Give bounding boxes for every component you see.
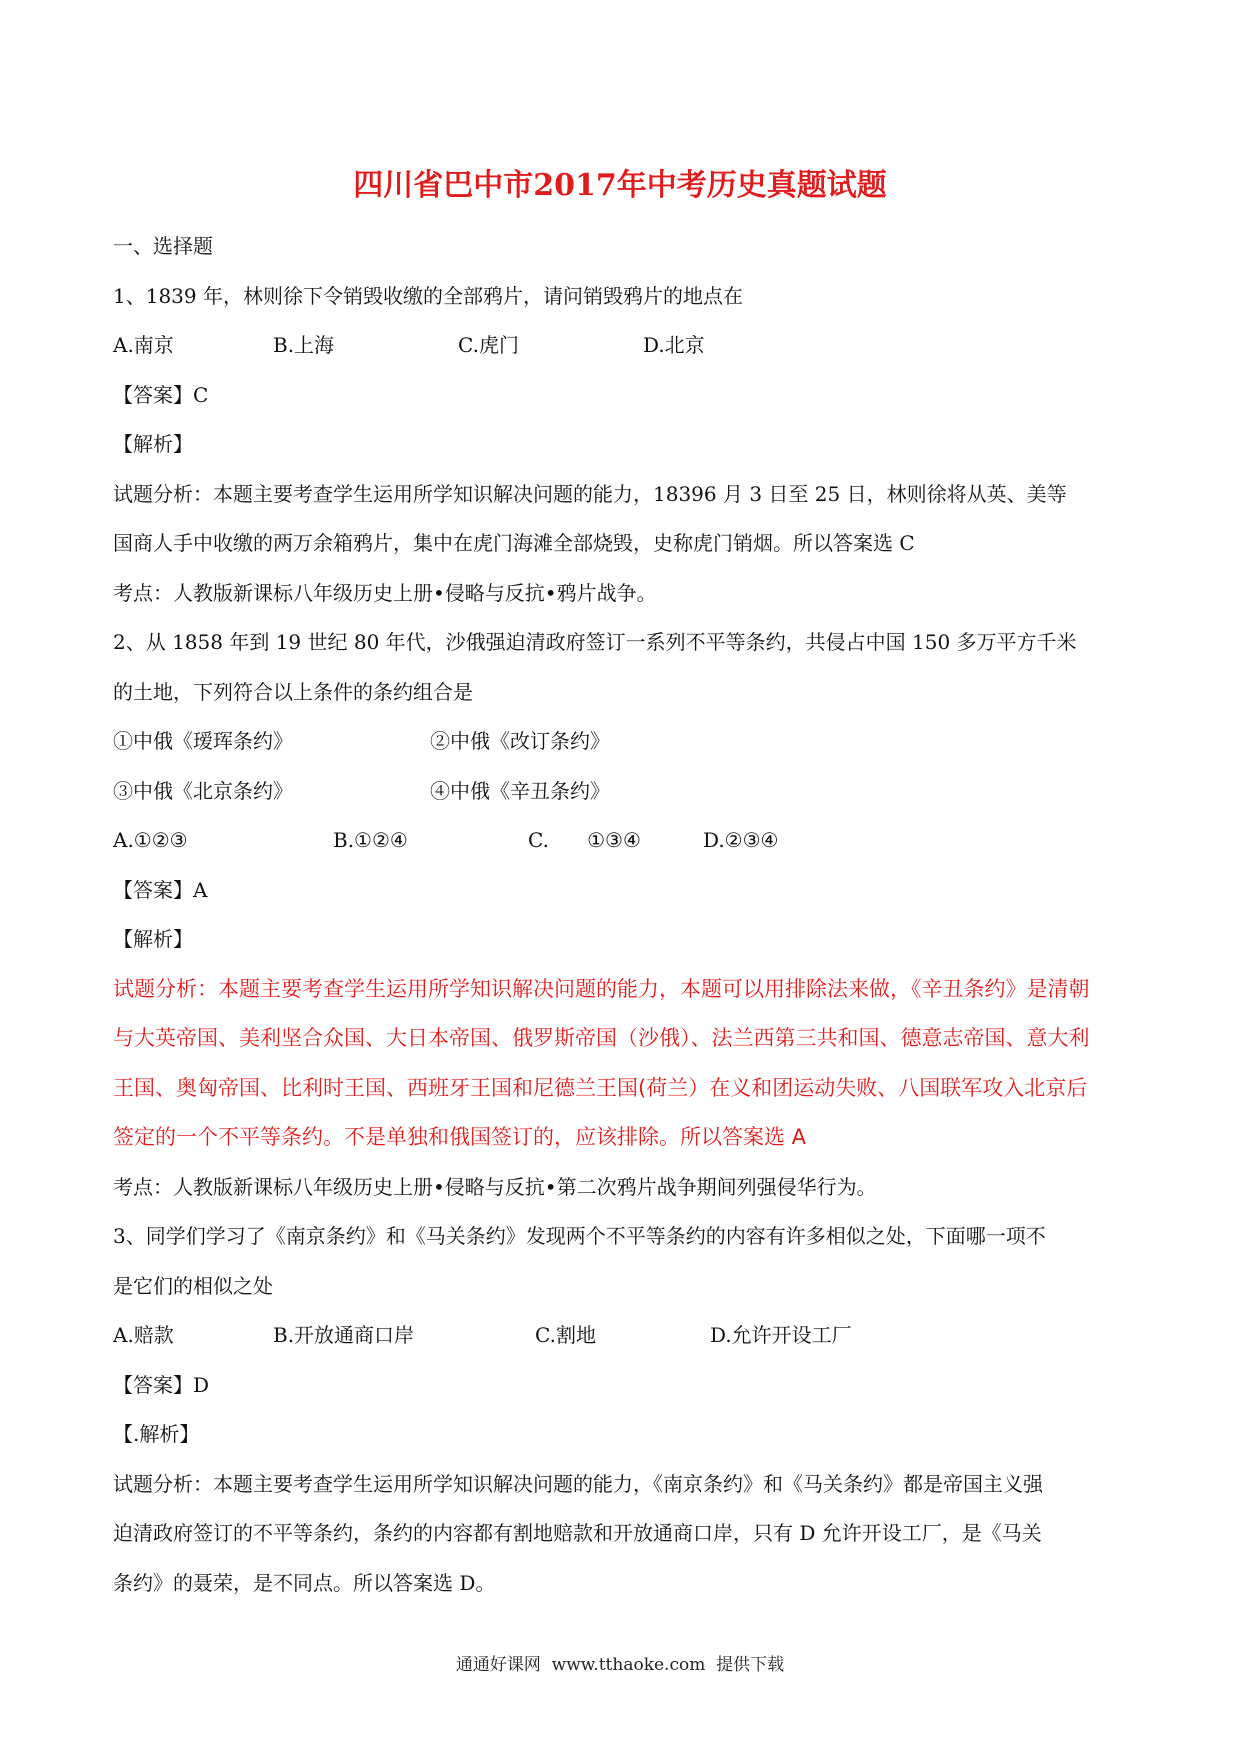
answer-line: 【答案】C: [113, 382, 209, 407]
question-stem: 2、从 1858 年到 19 世纪 80 年代，沙俄强迫清政府签订一系列不平等条约，共侵占中国 150 多万平方千米: [113, 630, 1077, 654]
page-title: 四川省巴中市2017年中考历史真题试题: [353, 168, 887, 203]
option-d: D.允许开设工厂: [710, 1323, 852, 1347]
analysis-text: 国商人手中收缴的两万余箱鸦片，集中在虎门海滩全部烧毁，史称虎门销烟。所以答案选 C: [113, 531, 915, 555]
treaty-item: ③中俄《北京条约》: [113, 778, 293, 803]
question-options: [113, 321, 1133, 371]
question-options: [113, 816, 1133, 866]
option-b: B.①②④: [333, 828, 408, 852]
question-options: [113, 1311, 1133, 1361]
question-stem: 3、同学们学习了《南京条约》和《马关条约》发现两个不平等条约的内容有许多相似之处，下面哪一项不: [113, 1224, 1046, 1248]
option-d: D.北京: [643, 333, 705, 357]
analysis-text-highlighted: 签定的一个不平等条约。不是单独和俄国签订的，应该排除。所以答案选 A: [113, 1125, 807, 1149]
option-a: A.①②③: [113, 828, 188, 852]
treaty-items-row: [113, 767, 1133, 817]
option-c: C. ①③④: [528, 828, 641, 852]
analysis-text: 试题分析：本题主要考查学生运用所学知识解决问题的能力，18396 月 3 日至 25 日，林则徐将从英、美等: [113, 481, 1067, 506]
treaty-item: ④中俄《辛丑条约》: [430, 778, 610, 803]
option-a: A.赔款: [113, 1323, 174, 1347]
analysis-text-highlighted: 试题分析：本题主要考查学生运用所学知识解决问题的能力，本题可以用排除法来做，《辛丑条约》是清朝: [113, 976, 1090, 1001]
analysis-text: 迫清政府签订的不平等条约，条约的内容都有割地赔款和开放通商口岸，只有 D 允许开设工厂，是《马关: [113, 1521, 1042, 1545]
treaty-item: ②中俄《改订条约》: [430, 729, 610, 753]
question-2: [113, 618, 1133, 1212]
question-stem: 的土地，下列符合以上条件的条约组合是: [113, 679, 473, 704]
analysis-label: 【解析】: [113, 432, 193, 456]
section-heading: 一、选择题: [113, 234, 213, 258]
page-footer: 通通好课网 www.tthaoke.com 提供下载: [455, 1655, 785, 1675]
question-stem: 1、1839 年，林则徐下令销毁收缴的全部鸦片，请问销毁鸦片的地点在: [113, 283, 743, 308]
question-3: [113, 1212, 1133, 1608]
treaty-item: ①中俄《瑷珲条约》: [113, 729, 293, 753]
treaty-items-row: [113, 717, 1133, 767]
document-body: [113, 222, 1133, 1608]
answer-line: 【答案】D: [113, 1372, 210, 1397]
analysis-text-highlighted: 与大英帝国、美利坚合众国、大日本帝国、俄罗斯帝国（沙俄）、法兰西第三共和国、德意志帝国、意大利: [113, 1026, 1090, 1050]
analysis-text: 试题分析：本题主要考查学生运用所学知识解决问题的能力，《南京条约》和《马关条约》都是帝国主义强: [113, 1471, 1043, 1496]
option-b: B.上海: [273, 333, 335, 357]
question-stem: 是它们的相似之处: [113, 1273, 273, 1298]
kaodian-line: 考点：人教版新课标八年级历史上册•侵略与反抗•第二次鸦片战争期间列强侵华行为。: [113, 1174, 877, 1199]
option-d: D.②③④: [703, 828, 779, 852]
option-b: B.开放通商口岸: [273, 1323, 415, 1347]
option-a: A.南京: [113, 333, 174, 357]
option-c: C.虎门: [458, 333, 519, 357]
analysis-text-highlighted: 王国、奥匈帝国、比利时王国、西班牙王国和尼德兰王国(荷兰）在义和团运动失败、八国联军攻入北京后: [113, 1075, 1088, 1100]
kaodian-line: 考点：人教版新课标八年级历史上册•侵略与反抗•鸦片战争。: [113, 580, 657, 605]
analysis-label: 【解析】: [113, 927, 193, 951]
analysis-text: 条约》的聂荣，是不同点。所以答案选 D。: [113, 1570, 496, 1595]
analysis-label: 【.解析】: [113, 1422, 200, 1446]
question-1: [113, 272, 1133, 619]
answer-line: 【答案】A: [113, 877, 208, 902]
option-c: C.割地: [535, 1323, 596, 1347]
